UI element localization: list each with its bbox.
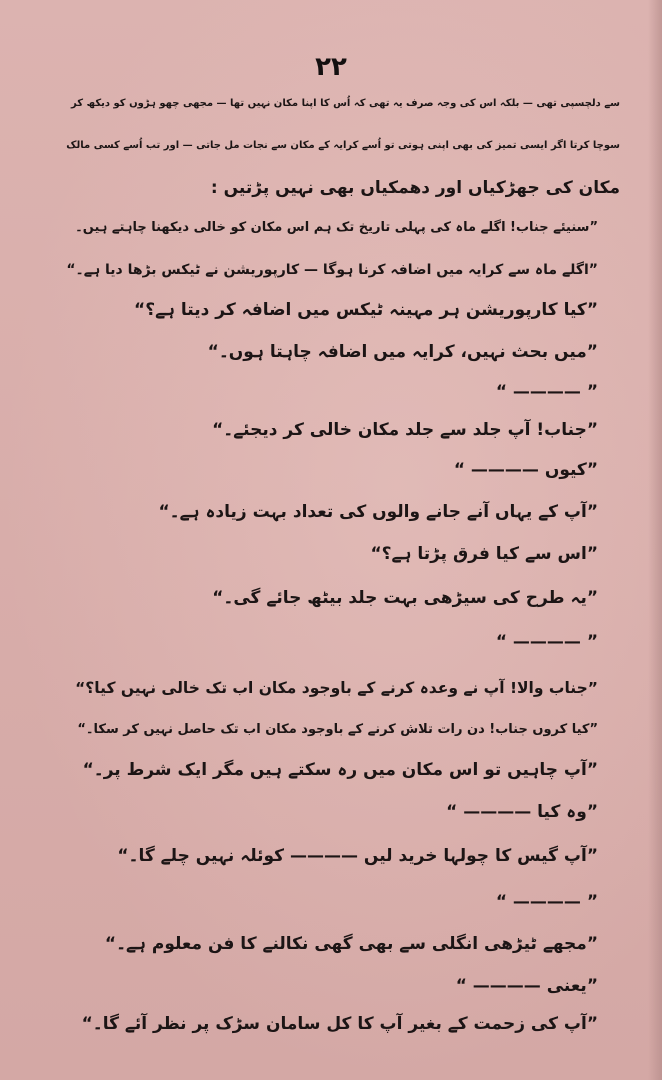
dialogue-line: ”یہ طرح کی سیڑھی بہت جلد بیٹھ جائے گی۔“: [212, 588, 598, 608]
dialogue-line: ”مجھے ٹیڑھی انگلی سے بھی گھی نکالنے کا فن معلوم ہے۔“: [104, 934, 598, 954]
dialogue-line: ” ———— “: [495, 632, 598, 652]
dialogue-line: ”جناب والا! آپ نے وعدہ کرنے کے باوجود مکان اب تک خالی نہیں کیا؟“: [75, 679, 598, 697]
dialogue-line: ”کیا کارپوریشن ہر مہینہ ٹیکس میں اضافہ کر دیتا ہے؟“: [134, 300, 598, 320]
dialogue-line: ” ———— “: [495, 892, 598, 912]
dialogue-line: ”اگلے ماہ سے کرایہ میں اضافہ کرنا ہوگا — کارپوریشن نے ٹیکس بڑھا دیا ہے۔“: [66, 262, 598, 278]
page-number: ۲۲: [315, 52, 347, 82]
dialogue-line: ”آپ گیس کا چولہا خرید لیں ———— کوئلہ نہیں چلے گا۔“: [117, 846, 598, 866]
dialogue-line: ”سنیئے جناب! اگلے ماہ کی پہلی تاریخ تک ہم اس مکان کو خالی دیکھنا چاہتے ہیں۔: [75, 220, 598, 235]
dialogue-line: ”کیوں ———— “: [453, 460, 598, 480]
dialogue-line: ”آپ کے یہاں آنے جانے والوں کی تعداد بہت زیادہ ہے۔“: [158, 502, 598, 522]
dialogue-line: ”جناب! آپ جلد سے جلد مکان خالی کر دیجئے۔“: [212, 420, 598, 440]
dialogue-line: ”کیا کروں جناب! دن رات تلاش کرنے کے باوجود مکان اب تک حاصل نہیں کر سکا۔“: [77, 722, 598, 737]
dialogue-line: ” ———— “: [495, 382, 598, 402]
text-line: سے دلچسپی تھی — بلکہ اس کی وجہ صرف یہ تھی کہ اُس کا اپنا مکان نہیں تھا — مجھی چھو ہڑوں کو دیکھ کر: [71, 98, 620, 109]
dialogue-line: ”اس سے کیا فرق پڑتا ہے؟“: [370, 544, 598, 564]
dialogue-line: ”میں بحث نہیں، کرایہ میں اضافہ چاہتا ہوں۔“: [207, 342, 598, 362]
dialogue-line: ”آپ کی زحمت کے بغیر آپ کا کل سامان سڑک پر نظر آئے گا۔“: [81, 1014, 598, 1034]
dialogue-line: ”وہ کیا ———— “: [446, 802, 598, 822]
text-line: مکان کی جھڑکیاں اور دھمکیاں بھی نہیں پڑتیں :: [210, 178, 620, 198]
dialogue-line: ”آپ چاہیں تو اس مکان میں رہ سکتے ہیں مگر ایک شرط پر۔“: [82, 760, 598, 780]
dialogue-line: ”یعنی ———— “: [455, 976, 598, 996]
text-line: سوچا کرتا اگر ایسی تمیز کی بھی اپنی ہوتی تو اُسے کرایہ کے مکان سے نجات مل جاتی — اور تب اُسے کسی مالک: [66, 140, 620, 151]
